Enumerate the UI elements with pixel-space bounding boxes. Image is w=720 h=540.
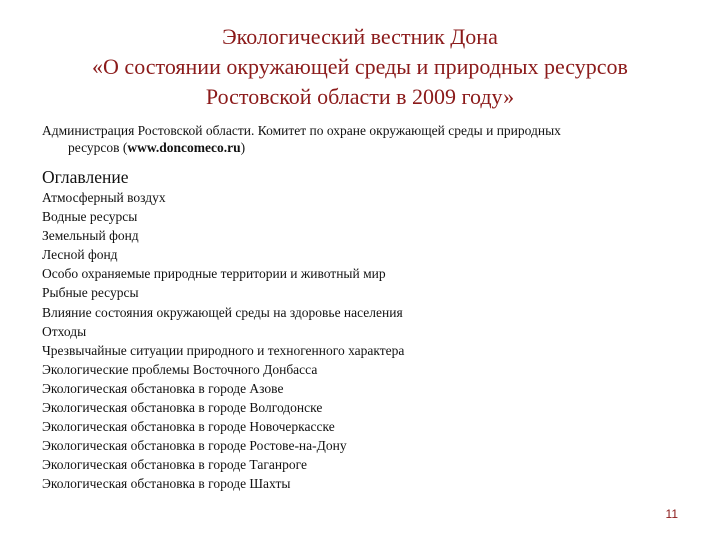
toc-item: Экологическая обстановка в городе Шахты	[42, 476, 291, 492]
toc-item: Рыбные ресурсы	[42, 285, 139, 301]
document-title	[0, 22, 720, 112]
source-text-suffix: )	[240, 140, 246, 155]
source-line-2	[42, 139, 692, 156]
toc-item: Экологическая обстановка в городе Ростове-на-Дону	[42, 438, 347, 454]
toc-item: Атмосферный воздух	[42, 190, 166, 205]
page-number: 11	[665, 507, 678, 521]
table-of-contents	[42, 188, 404, 494]
toc-item: Водные ресурсы	[42, 209, 138, 225]
toc-item: Экологическая обстановка в городе Волгодонске	[42, 400, 323, 416]
title-line-1: Экологический вестник Дона	[222, 24, 498, 49]
toc-item: Экологическая обстановка в городе Таганроге	[42, 457, 307, 473]
toc-heading: Оглавление	[42, 167, 129, 187]
source-url-link[interactable]: www.doncomeco.ru	[127, 140, 241, 155]
source-line-1: Администрация Ростовской области. Комитет по охране окружающей среды и природных	[42, 123, 561, 138]
toc-item: Лесной фонд	[42, 247, 118, 263]
toc-item: Земельный фонд	[42, 228, 139, 244]
toc-item: Отходы	[42, 323, 87, 339]
toc-item: Экологические проблемы Восточного Донбасса	[42, 361, 318, 377]
toc-item: Чрезвычайные ситуации природного и техногенного характера	[42, 342, 405, 358]
source-attribution	[42, 122, 692, 156]
toc-item: Особо охраняемые природные территории и животный мир	[42, 266, 386, 282]
toc-item: Экологическая обстановка в городе Новочеркасске	[42, 419, 335, 435]
title-line-3: Ростовской области в 2009 году»	[205, 84, 515, 109]
toc-item: Экологическая обстановка в городе Азове	[42, 380, 284, 396]
toc-item: Влияние состояния окружающей среды на здоровье населения	[42, 304, 403, 320]
source-text-prefix: ресурсов (	[68, 140, 128, 155]
title-line-2: «О состоянии окружающей среды и природных ресурсов	[92, 54, 628, 79]
